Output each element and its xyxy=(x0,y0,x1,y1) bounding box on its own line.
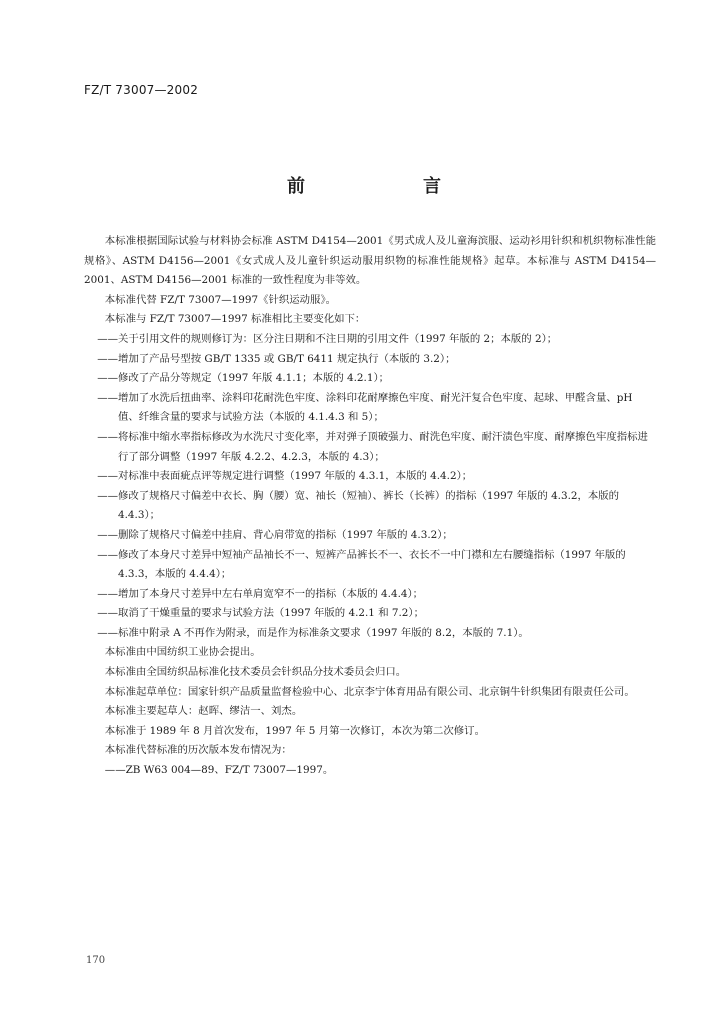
change-item: ——修改了本身尺寸差异中短袖产品袖长不一、短裤产品裤长不一、衣长不一中门襟和左右腰缝指标（1997 年版的 4.3.3，本版的 4.4.4）； xyxy=(97,548,626,581)
change-item: ——标准中附录 A 不再作为附录，而是作为标准条文要求（1997 年版的 8.2，本版的 7.1）。 xyxy=(97,626,529,639)
change-item: ——关于引用文件的规则修订为：区分注日期和不注日期的引用文件（1997 年版的 2；本版的 2）； xyxy=(97,332,558,345)
document-code-header: FZ/T 73007—2002 xyxy=(84,83,199,97)
changes-list xyxy=(84,330,656,644)
intro-paragraph: 本标准与 FZ/T 73007—1997 标准相比主要变化如下： xyxy=(104,313,366,326)
intro-paragraph: 本标准根据国际试验与材料协会标准 ASTM D4154—2001《男式成人及儿童海滨服、运动衫用针织和机织物标准性能规格》、ASTM D4156—2001《女式成人及儿童针织运动服用织物的标准性能规格》起草。本标准与 ASTM D4154—2001、ASTM D4156—2001 标准的一致性程度为非等效。 xyxy=(84,235,656,287)
closing-paragraph: 本标准由全国纺织品标准化技术委员会针织品分技术委员会归口。 xyxy=(104,666,407,679)
intro-paragraph: 本标准代替 FZ/T 73007—1997《针织运动服》。 xyxy=(104,293,337,306)
change-item: ——增加了水洗后扭曲率、涂料印花耐洗色牢度、涂料印花耐摩擦色牢度、耐光汗复合色牢度、起球、甲醛含量、pH 值、纤维含量的要求与试验方法（本版的 4.1.4.3 和 5）； xyxy=(97,391,633,424)
change-item: ——对标准中表面疵点评等规定进行调整（1997 年版的 4.3.1，本版的 4.4.2）； xyxy=(97,470,473,483)
change-item: ——修改了规格尺寸偏差中衣长、胸（腰）宽、袖长（短袖）、裤长（长裤）的指标（1997 年版的 4.3.2，本版的 4.4.3）； xyxy=(97,489,620,522)
change-item: ——增加了产品号型按 GB/T 1335 或 GB/T 6411 规定执行（本版的 3.2）； xyxy=(97,352,456,365)
page-title: 前 言 xyxy=(287,176,491,197)
change-item: ——取消了干燥重量的要求与试验方法（1997 年版的 4.2.1 和 7.2）； xyxy=(97,607,424,620)
closing-paragraph: 本标准主要起草人：赵晖、缪洁一、刘杰。 xyxy=(104,705,303,718)
history-line: ——ZB W63 004—89、FZ/T 73007—1997。 xyxy=(104,764,334,777)
closing-paragraph: 本标准代替标准的历次版本发布情况为： xyxy=(104,744,292,757)
change-item: ——修改了产品分等规定（1997 年版 4.1.1；本版的 4.2.1）； xyxy=(97,372,390,385)
change-item: ——增加了本身尺寸差异中左右单肩宽窄不一的指标（本版的 4.4.4）； xyxy=(97,587,424,600)
change-item: ——将标准中缩水率指标修改为水洗尺寸变化率，并对弹子顶破强力、耐洗色牢度、耐汗渍色牢度、耐摩擦色牢度指标进行了部分调整（1997 年版 4.2.2、4.2.3，本版的 4.3）； xyxy=(97,430,648,463)
change-item: ——删除了规格尺寸偏差中挂肩、背心肩带宽的指标（1997 年版的 4.3.2）； xyxy=(97,528,453,541)
page-number: 170 xyxy=(86,955,106,966)
closing-paragraph: 本标准由中国纺织工业协会提出。 xyxy=(104,646,261,659)
closing-paragraph: 本标准于 1989 年 8 月首次发布，1997 年 5 月第一次修订，本次为第二次修订。 xyxy=(104,724,485,737)
foreword-body xyxy=(84,232,656,781)
closing-paragraph: 本标准起草单位：国家针织产品质量监督检验中心、北京李宁体育用品有限公司、北京铜牛针织集团有限责任公司。 xyxy=(104,685,635,698)
